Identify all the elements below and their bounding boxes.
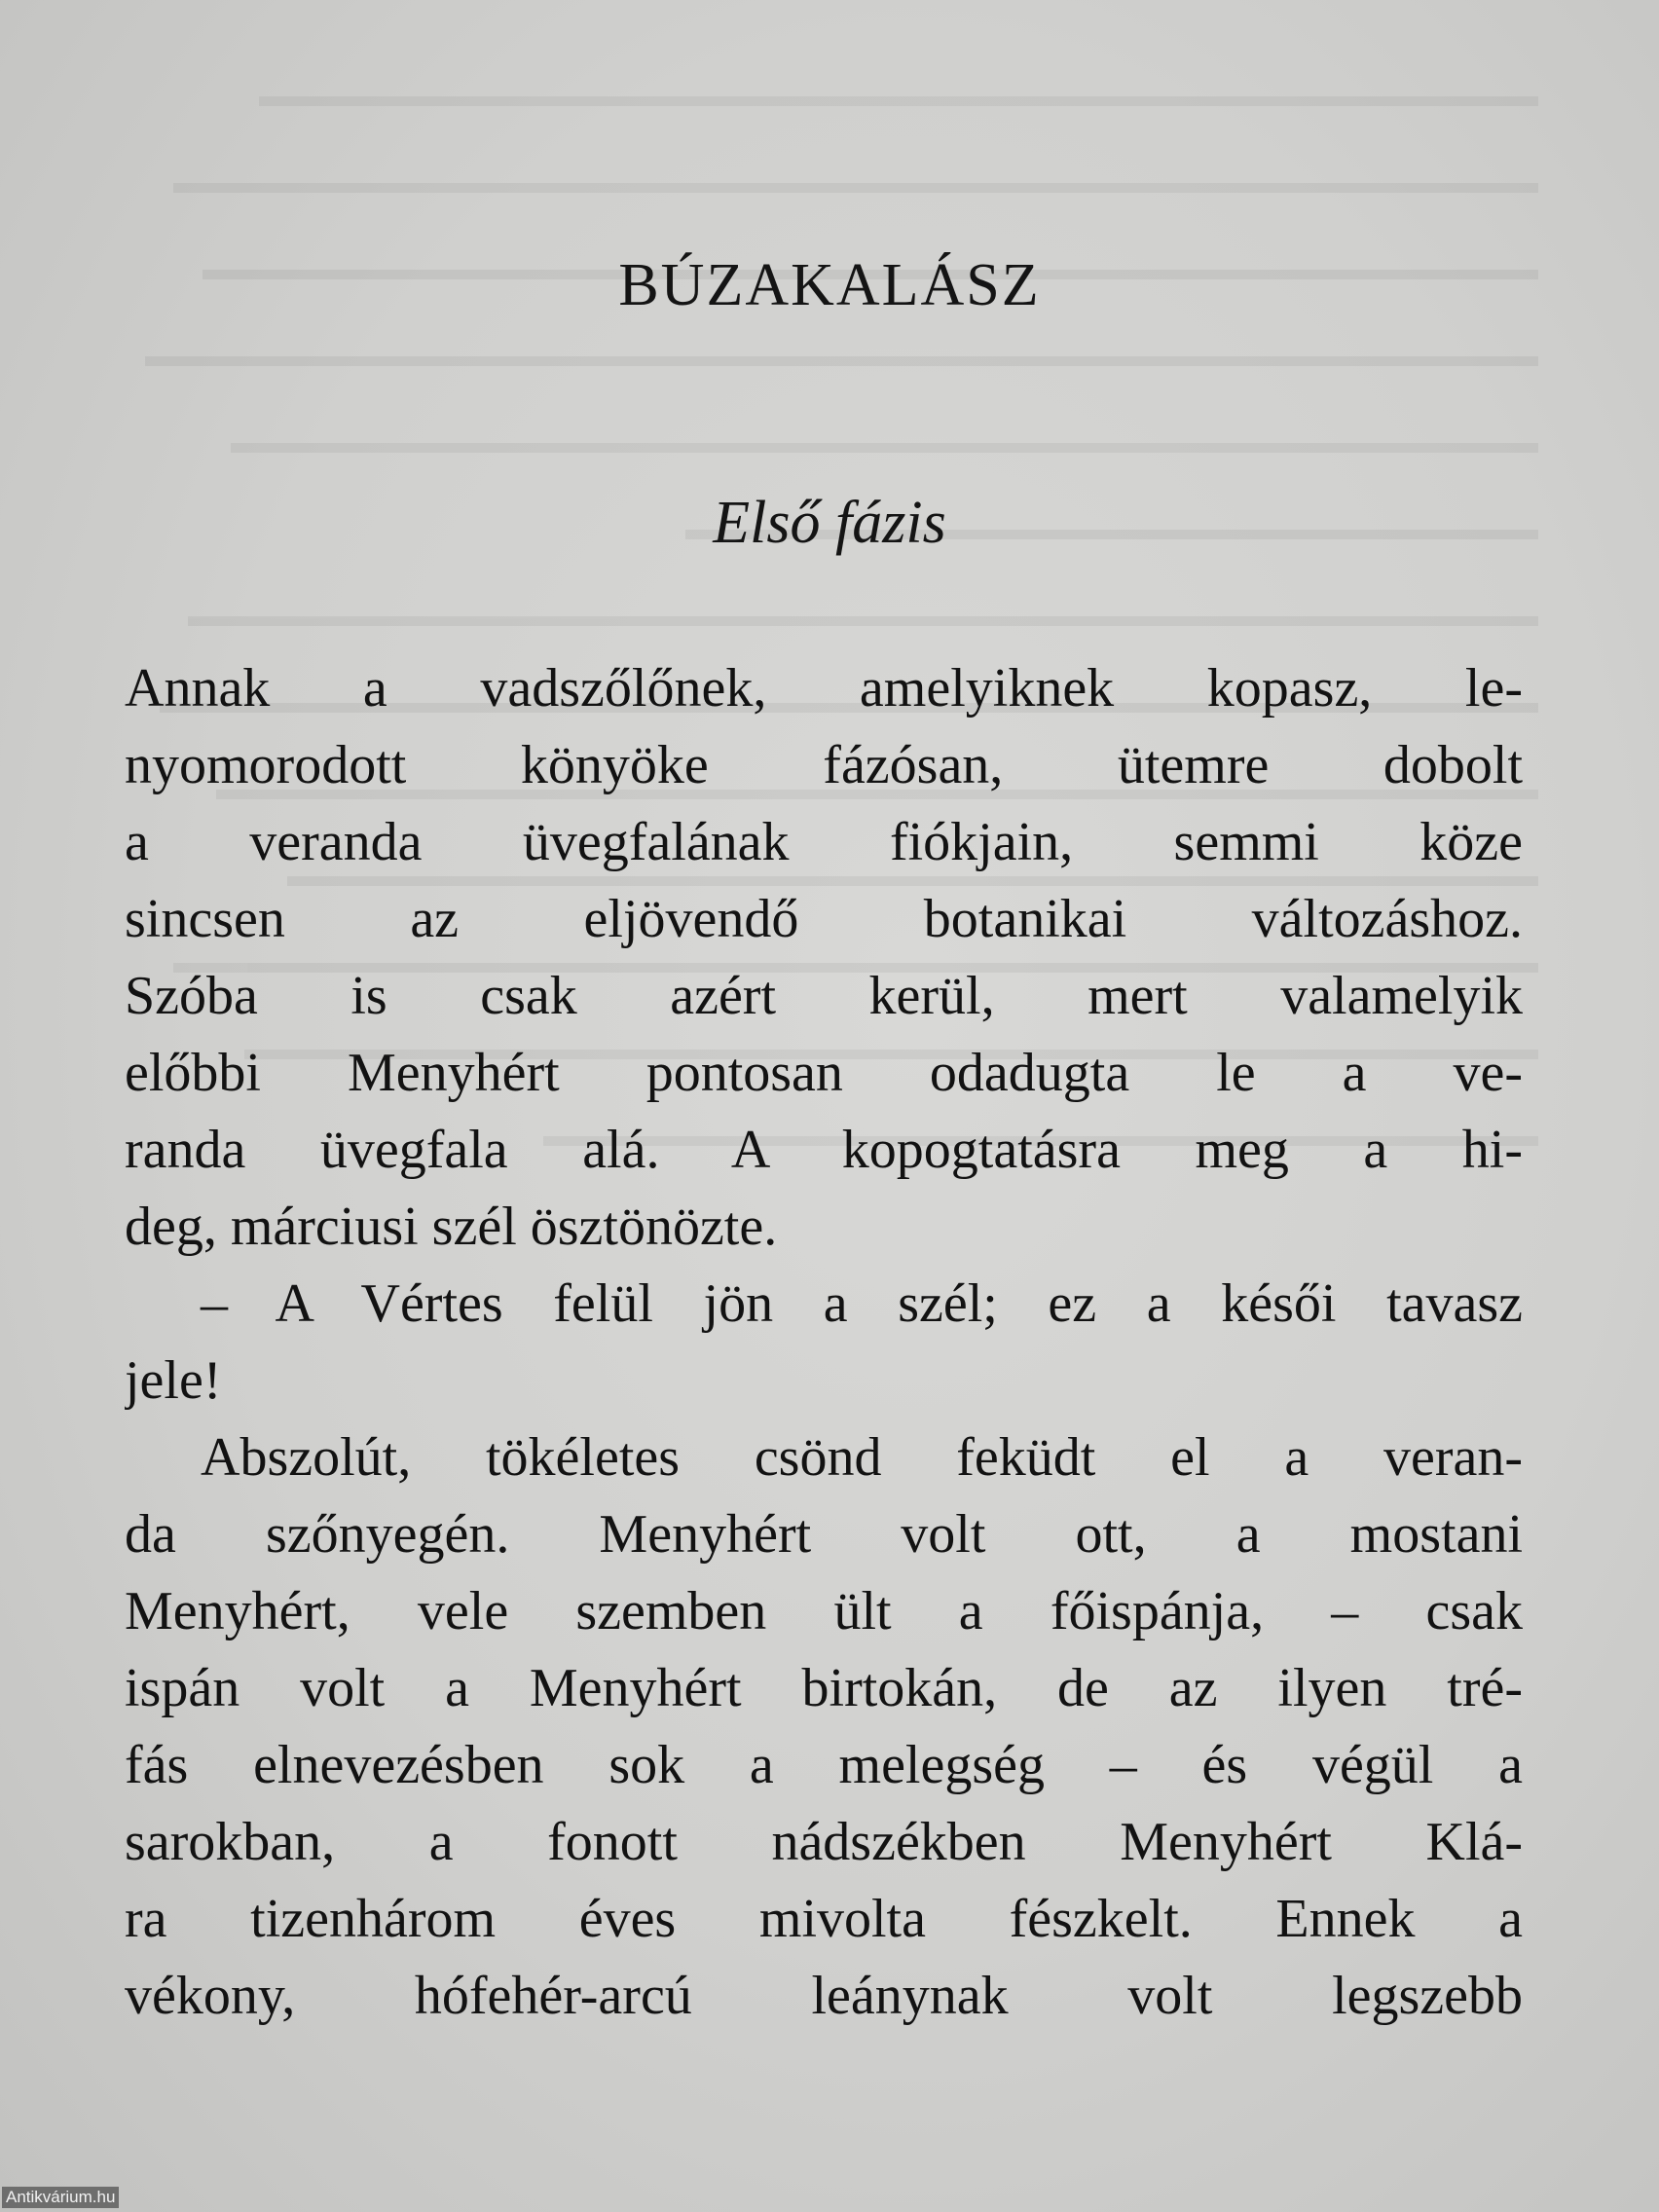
text-line: Abszolút, tökéletes csönd feküdt el a veran- (201, 1427, 1523, 1488)
chapter-title: BÚZAKALÁSZ (618, 252, 1041, 318)
text-line: ra tizenhárom éves mivolta fészkelt. Ennek a (125, 1889, 1523, 1949)
text-line: Annak a vadszőlőnek, amelyiknek kopasz, le- (125, 658, 1523, 719)
section-title: Első fázis (713, 490, 946, 556)
text-line: ispán volt a Menyhért birtokán, de az ilyen tré- (125, 1658, 1523, 1718)
body-text (125, 650, 1523, 2035)
text-line: vékony, hófehér-arcú leánynak volt legszebb (125, 1966, 1523, 2026)
text-line: sincsen az eljövendő botanikai változáshoz. (125, 889, 1523, 949)
text-line: jele! (125, 1350, 222, 1411)
text-line: fás elnevezésben sok a melegség – és végül a (125, 1735, 1523, 1795)
text-line: deg, márciusi szél ösztönözte. (125, 1197, 778, 1257)
watermark-label: Antikvárium.hu (2, 2187, 119, 2208)
text-line: randa üvegfala alá. A kopogtatásra meg a hi- (125, 1120, 1523, 1180)
text-line: előbbi Menyhért pontosan odadugta le a ve- (125, 1043, 1523, 1103)
text-line: da szőnyegén. Menyhért volt ott, a mostani (125, 1504, 1523, 1565)
text-line: Szóba is csak azért kerül, mert valamelyik (125, 966, 1523, 1026)
text-line: – A Vértes felül jön a szél; ez a késői tavasz (201, 1273, 1523, 1334)
text-line: Menyhért, vele szemben ült a főispánja, – csak (125, 1581, 1523, 1641)
text-line: a veranda üvegfalának fiókjain, semmi köze (125, 812, 1523, 872)
text-line: nyomorodott könyöke fázósan, ütemre dobolt (125, 735, 1523, 795)
text-line: sarokban, a fonott nádszékben Menyhért Klá- (125, 1812, 1523, 1872)
